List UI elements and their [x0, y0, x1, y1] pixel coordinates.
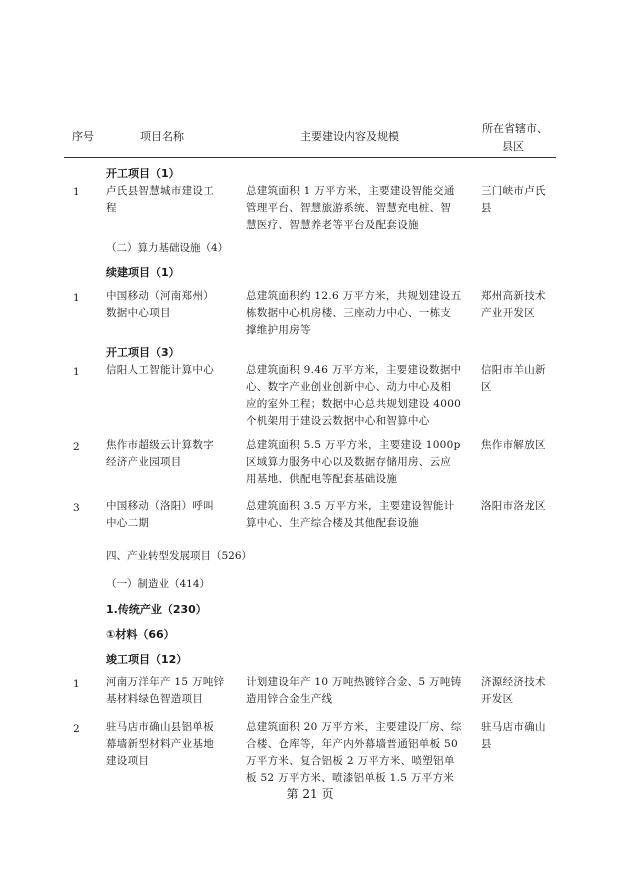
row-project-name: 卢氏县智慧城市建设工 程: [106, 185, 214, 214]
row-number: 1: [73, 186, 80, 198]
row-content: 总建筑面积 1 万平方米，主要建设智能交通 管理平台、智慧旅游系统、智慧充电桩、智 慧医疗、智慧养老等平台及配套设施: [246, 185, 455, 231]
row-number: 1: [73, 678, 80, 690]
col-header-no: 序号: [72, 130, 94, 143]
section-xujian: 续建项目（1）: [106, 266, 180, 279]
section-chuantong: 1.传统产业（230）: [106, 603, 207, 616]
header-rule: [64, 157, 556, 158]
row-location: 驻马店市确山 县: [481, 721, 546, 750]
row-project-name: 中国移动（河南郑州） 数据中心项目: [106, 290, 214, 319]
row-project-name: 河南万洋年产 15 万吨锌 基材料绿色智造项目: [106, 676, 225, 705]
row-location: 济源经济技术 开发区: [481, 676, 546, 705]
row-project-name: 中国移动（洛阳）呼叫 中心二期: [106, 500, 214, 529]
section-jungong: 竣工项目（12）: [106, 653, 188, 666]
row-location: 焦作市解放区: [481, 439, 546, 451]
page-number: 第 21 页: [286, 787, 334, 801]
row-content: 总建筑面积 3.5 万平方米，主要建设智能计 算中心、生产综合楼及其他配套设施: [246, 500, 455, 529]
row-content: 总建筑面积 5.5 万平方米，主要建设 1000p 区域算力服务中心以及数据存储用房、云应 用基地、供配电等配套基础设施: [246, 439, 461, 485]
section-cailiao: ①材料（66）: [106, 628, 175, 641]
section-chanye: 四、产业转型发展项目（526）: [106, 550, 253, 562]
row-project-name: 信阳人工智能计算中心: [106, 364, 214, 376]
row-number: 2: [73, 723, 80, 735]
row-number: 1: [73, 292, 80, 304]
section-kaigong-3: 开工项目（3）: [106, 346, 180, 359]
row-project-name: 焦作市超级云计算数字 经济产业园项目: [106, 439, 214, 468]
row-location: 郑州高新技术 产业开发区: [481, 290, 546, 319]
row-location: 信阳市羊山新 区: [481, 364, 546, 393]
row-content: 总建筑面积约 12.6 万平方米，共规划建设五 栋数据中心机房楼、三座动力中心、一栋支 撑维护用房等: [246, 290, 462, 336]
row-project-name: 驻马店市确山县铝单板 幕墙新型材料产业基地 建设项目: [106, 721, 214, 767]
section-suanli: （二）算力基础设施（4）: [106, 242, 229, 254]
col-header-name: 项目名称: [140, 130, 184, 143]
row-location: 三门峡市卢氏 县: [481, 185, 546, 214]
col-header-location-line1: 所在省辖市、: [482, 122, 548, 135]
row-number: 2: [73, 441, 80, 453]
col-header-location-line2: 县区: [502, 140, 524, 153]
row-number: 3: [73, 502, 80, 514]
row-number: 1: [73, 366, 80, 378]
section-kaigong-1: 开工项目（1）: [106, 167, 180, 180]
section-zhizao: （一）制造业（414）: [106, 578, 211, 590]
col-header-content: 主要建设内容及规模: [300, 130, 399, 143]
row-content: 计划建设年产 10 万吨热镀锌合金、5 万吨铸 造用锌合金生产线: [246, 676, 462, 705]
row-location: 洛阳市洛龙区: [481, 500, 546, 512]
row-content: 总建筑面积 20 万平方米，主要建设厂房、综 合楼、仓库等，年产内外幕墙普通铝单板 50 万平方米、复合铝板 2 万平方米、喷塑铝单 板 52 万平方米、喷漆铝单板 1.5 万平方米: [246, 721, 462, 784]
row-content: 总建筑面积 9.46 万平方米，主要建设数据中 心、数字产业创业创新中心、动力中心及相 应的室外工程；数据中心总共规划建设 4000 个机架用于建设云数据中心和智算中心: [246, 364, 462, 427]
